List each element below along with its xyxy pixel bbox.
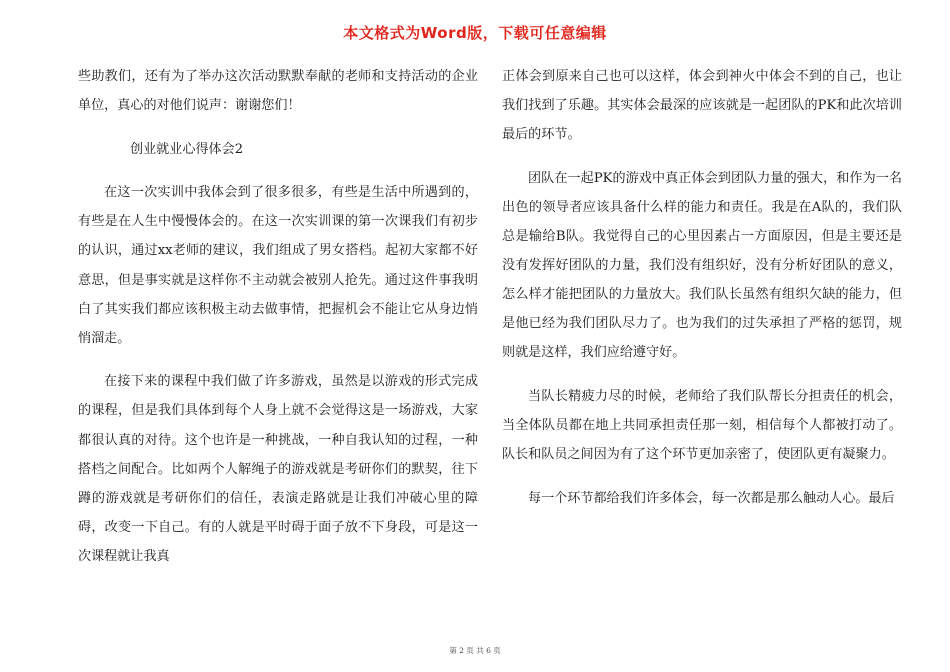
paragraph-games: 在接下来的课程中我们做了许多游戏，虽然是以游戏的形式完成的课程，但是我们具体到每个人身上就不会觉得这是一场游戏，大家都很认真的对待。这个也许是一种挑战，一种自我认知的过程，一种搭档之间配合。比如两个人解绳子的游戏就是考研你们的默契，往下蹲的游戏就是考研你们的信任，表演走路就是让我们冲破心里的障碍，改变一下自己。有的人就是平时碍于面子放不下身段，可是这一次课程就让我真	[78, 374, 478, 564]
paragraph-games-continuation: 正体会到原来自己也可以这样，体会到神火中体会不到的自己，也让我们找到了乐趣。其实体会最深的应该就是一起团队的PK和此次培训最后的环节。	[502, 69, 902, 143]
paragraph-thanks-continuation: 些助教们，还有为了举办这次活动默默奉献的老师和支持活动的企业单位，真心的对他们说声：谢谢您们！	[78, 69, 478, 114]
paragraph-team-pk: 团队在一起PK的游戏中真正体会到团队力量的强大，和作为一名出色的领导者应该具备什么样的能力和责任。我是在A队的，我们队总是输给B队。我觉得自己的心里因素占一方面原因，但是主要还是没有发挥好团队的力量，我们没有组织好，没有分析好团队的意义，怎么样才能把团队的力量放大。我们队长虽然有组织欠缺的能力，但是他已经为我们团队尽力了。也为我们的过失承担了严格的惩罚，规则就是这样，我们应给遵守好。	[502, 170, 902, 361]
paragraph-every-segment: 每一个环节都给我们许多体会，每一次都是那么触动人心。最后	[528, 490, 895, 506]
page-footer: 第 2 页 共 6 页	[449, 646, 501, 655]
left-column	[78, 62, 478, 571]
paragraph-captain: 当队长精疲力尽的时候，老师给了我们队帮长分担责任的机会，当全体队员都在地上共同承担责任那一刻，相信每个人都被打动了。队长和队员之间因为有了这个环节更加亲密了，使团队更有凝聚力。	[502, 388, 902, 463]
right-column	[502, 62, 902, 513]
paragraph-training-intro: 在这一次实训中我体会到了很多很多，有些是生活中所遇到的，有些是在人生中慢慢体会的。在这一次实训课的第一次课我们有初步的认识，通过xx老师的建议，我们组成了男女搭档。起初大家都不好意思，但是事实就是这样你不主动就会被别人抢先。通过这件事我明白了其实我们都应该积极主动去做事情，把握机会不能让它从身边悄悄溜走。	[78, 185, 478, 346]
download-banner: 本文格式为Word版，下载可任意编辑	[343, 24, 607, 42]
section-heading: 创业就业心得体会2	[130, 141, 244, 157]
